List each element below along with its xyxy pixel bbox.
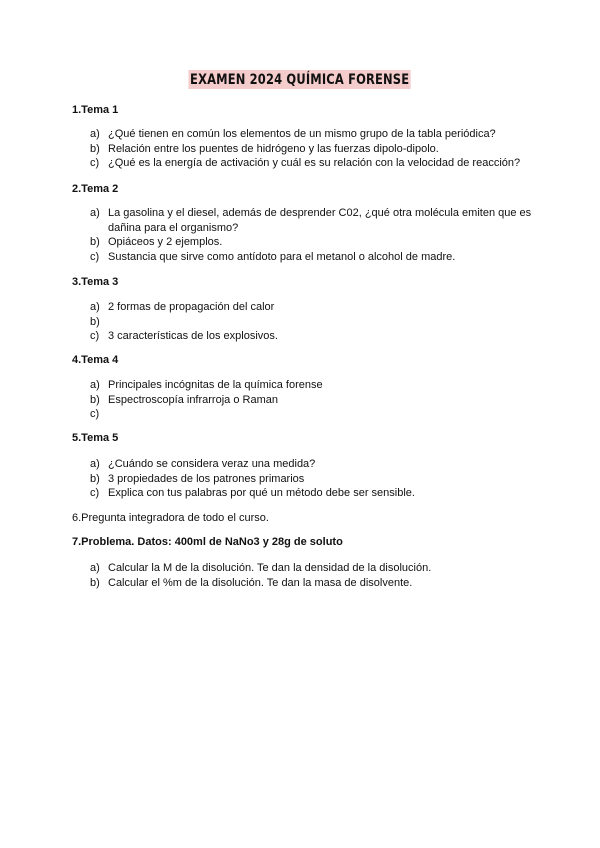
list-item — [90, 156, 538, 171]
item-marker: a) — [90, 458, 100, 470]
item-text: 2 formas de propagación del calor — [108, 301, 275, 313]
list-item — [90, 142, 538, 157]
item-text: 3 propiedades de los patrones primarios — [108, 472, 305, 485]
item-text: 3 características de los explosivos. — [108, 330, 278, 342]
list-item — [90, 250, 538, 265]
list-item — [90, 300, 538, 315]
problem-list — [90, 561, 538, 590]
problem-heading: 7.Problema. Datos: 400ml de NaNo3 y 28g de soluto — [72, 536, 343, 548]
section-2-list — [90, 206, 538, 264]
item-marker: a) — [90, 301, 100, 313]
section-3-list — [90, 300, 538, 344]
list-item — [90, 127, 538, 142]
item-marker: c) — [90, 487, 100, 499]
list-item — [90, 206, 538, 235]
item-marker: b) — [90, 236, 100, 248]
item-text: Calcular la M de la disolución. Te dan la densidad de la disolución. — [108, 562, 432, 574]
section-1-list — [90, 127, 538, 171]
list-item — [90, 378, 538, 393]
title-wrap — [0, 70, 600, 89]
item-marker: a) — [90, 379, 100, 391]
list-item — [90, 472, 538, 487]
list-item — [90, 315, 538, 330]
item-marker: b) — [90, 576, 100, 589]
list-item — [90, 576, 538, 591]
item-text: Opiáceos y 2 ejemplos. — [108, 236, 223, 248]
item-text: ¿Qué es la energía de activación y cuál es su relación con la velocidad de reacción? — [108, 157, 521, 169]
item-text: ¿Qué tienen en común los elementos de un mismo grupo de la tabla periódica? — [108, 128, 496, 140]
item-marker: c) — [90, 250, 100, 263]
section-heading-3: 3.Tema 3 — [72, 276, 119, 288]
item-marker: a) — [90, 562, 100, 574]
item-marker: b) — [90, 315, 100, 328]
item-marker: c) — [90, 157, 100, 169]
list-item — [90, 329, 538, 344]
item-marker: b) — [90, 142, 100, 155]
list-item — [90, 486, 538, 501]
list-item — [90, 393, 538, 408]
section-heading-2: 2.Tema 2 — [72, 183, 119, 195]
list-item — [90, 235, 538, 250]
item-marker: a) — [90, 207, 100, 219]
item-text: Principales incógnitas de la química forense — [108, 379, 323, 391]
list-item — [90, 407, 538, 422]
item-text: Espectroscopía infrarroja o Raman — [108, 393, 278, 406]
section-5-list — [90, 457, 538, 501]
list-item — [90, 457, 538, 472]
exam-title: EXAMEN 2024 QUÍMICA FORENSE — [190, 72, 410, 88]
item-marker: a) — [90, 128, 100, 140]
item-text: La gasolina y el diesel, además de desprender C02, ¿qué otra molécula emiten que es dañina para el organismo? — [108, 207, 532, 234]
section-heading-1: 1.Tema 1 — [72, 104, 119, 116]
item-marker: c) — [90, 330, 100, 342]
question-6: 6.Pregunta integradora de todo el curso. — [72, 512, 269, 524]
item-marker: b) — [90, 393, 100, 406]
item-text: Sustancia que sirve como antídoto para el metanol o alcohol de madre. — [108, 250, 456, 263]
item-text: Relación entre los puentes de hidrógeno y las fuerzas dipolo-dipolo. — [108, 142, 439, 155]
item-text: Explica con tus palabras por qué un método debe ser sensible. — [108, 487, 415, 499]
section-4-list — [90, 378, 538, 422]
section-heading-5: 5.Tema 5 — [72, 432, 119, 444]
item-marker: b) — [90, 472, 100, 485]
item-text: ¿Cuándo se considera veraz una medida? — [108, 458, 316, 470]
item-text: Calcular el %m de la disolución. Te dan la masa de disolvente. — [108, 576, 413, 589]
section-heading-4: 4.Tema 4 — [72, 354, 119, 366]
list-item — [90, 561, 538, 576]
item-marker: c) — [90, 408, 100, 420]
